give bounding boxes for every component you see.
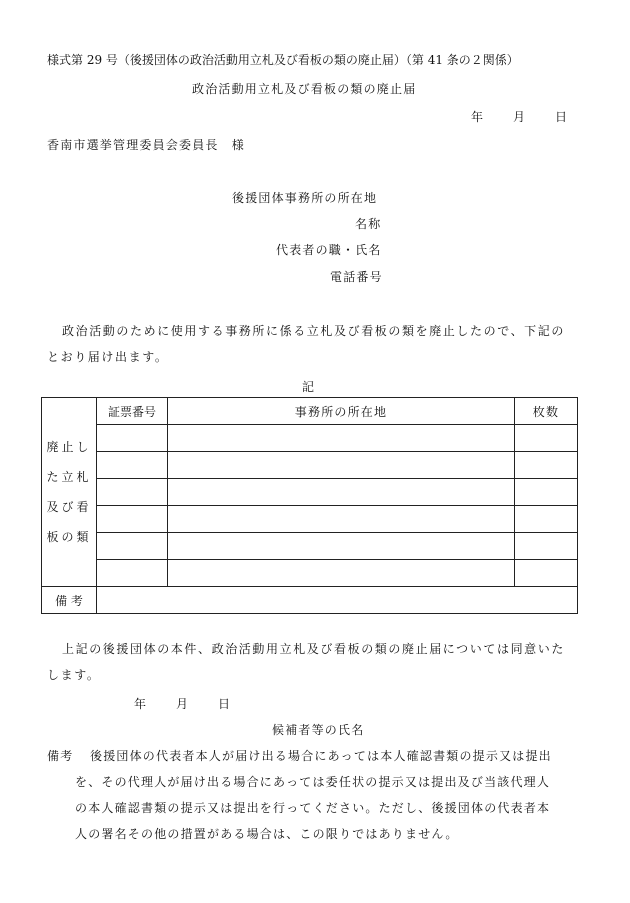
side-label-line-4: 板の類: [46, 530, 92, 544]
name-label: 名称: [355, 217, 382, 231]
date-year: 年: [471, 110, 484, 124]
cert-number-cell[interactable]: [97, 452, 168, 479]
remarks-label: 備 考: [42, 587, 97, 614]
addressee: 香南市選挙管理委員会委員長 様: [47, 138, 246, 152]
office-location-cell[interactable]: [168, 479, 515, 506]
remarks-row: [42, 587, 578, 614]
consent-line-2: します。: [47, 668, 101, 682]
notes-label: 備考: [47, 749, 74, 763]
notes-line-1: 後援団体の代表者本人が届け出る場合にあっては本人確認書類の提示又は提出: [90, 749, 552, 763]
table-row: [42, 479, 578, 506]
count-cell[interactable]: [515, 479, 578, 506]
date-month: 月: [513, 110, 526, 124]
col-header-count: 枚数: [515, 398, 578, 425]
abolition-table: [41, 397, 578, 614]
count-cell[interactable]: [515, 533, 578, 560]
office-location-cell[interactable]: [168, 506, 515, 533]
col-header-office-location: 事務所の所在地: [168, 398, 515, 425]
candidate-name-label: 候補者等の氏名: [272, 723, 365, 737]
body-line-1: 政治活動のために使用する事務所に係る立札及び看板の類を廃止したので、下記の: [62, 324, 565, 338]
notes-line-3: の本人確認書類の提示又は提出を行ってください。ただし、後援団体の代表者本: [75, 801, 551, 815]
form-number-label: 様式第 29 号（後援団体の政治活動用立札及び看板の類の廃止届）（第 41 条の２関係）: [47, 53, 519, 67]
date-day: 日: [555, 110, 568, 124]
representative-label: 代表者の職・氏名: [276, 243, 382, 257]
office-location-cell[interactable]: [168, 425, 515, 452]
notes-line-4: 人の署名その他の措置がある場合は、この限りではありません。: [75, 827, 459, 841]
count-cell[interactable]: [515, 452, 578, 479]
office-location-cell[interactable]: [168, 452, 515, 479]
notes-line-2: を、その代理人が届け出る場合にあっては委任状の提示又は提出及び当該代理人: [75, 775, 551, 789]
phone-label: 電話番号: [330, 270, 383, 284]
office-location-cell[interactable]: [168, 533, 515, 560]
consent-year: 年: [134, 697, 147, 711]
cert-number-cell[interactable]: [97, 425, 168, 452]
cert-number-cell[interactable]: [97, 533, 168, 560]
count-cell[interactable]: [515, 560, 578, 587]
table-row: [42, 425, 578, 452]
side-label-line-3: 及び看: [46, 500, 92, 514]
cert-number-cell[interactable]: [97, 506, 168, 533]
table-row: [42, 560, 578, 587]
consent-day: 日: [218, 697, 231, 711]
office-location-cell[interactable]: [168, 560, 515, 587]
cert-number-cell[interactable]: [97, 479, 168, 506]
cert-number-cell[interactable]: [97, 560, 168, 587]
remarks-cell[interactable]: [97, 587, 578, 614]
table-header-row: [42, 398, 578, 425]
abolished-signs-label: [42, 398, 97, 587]
ki-heading: 記: [302, 380, 315, 394]
col-header-cert-number: 証票番号: [97, 398, 168, 425]
office-location-label: 後援団体事務所の所在地: [232, 191, 378, 205]
table-row: [42, 506, 578, 533]
table-row: [42, 452, 578, 479]
side-label-line-1: 廃止し: [46, 440, 92, 454]
consent-line-1: 上記の後援団体の本件、政治活動用立札及び看板の類の廃止届については同意いた: [62, 642, 565, 656]
count-cell[interactable]: [515, 425, 578, 452]
side-label-line-2: た立札: [46, 470, 92, 484]
consent-month: 月: [176, 697, 189, 711]
body-line-2: とおり届け出ます。: [47, 350, 169, 364]
document-title: 政治活動用立札及び看板の類の廃止届: [192, 82, 417, 96]
table-row: [42, 533, 578, 560]
count-cell[interactable]: [515, 506, 578, 533]
